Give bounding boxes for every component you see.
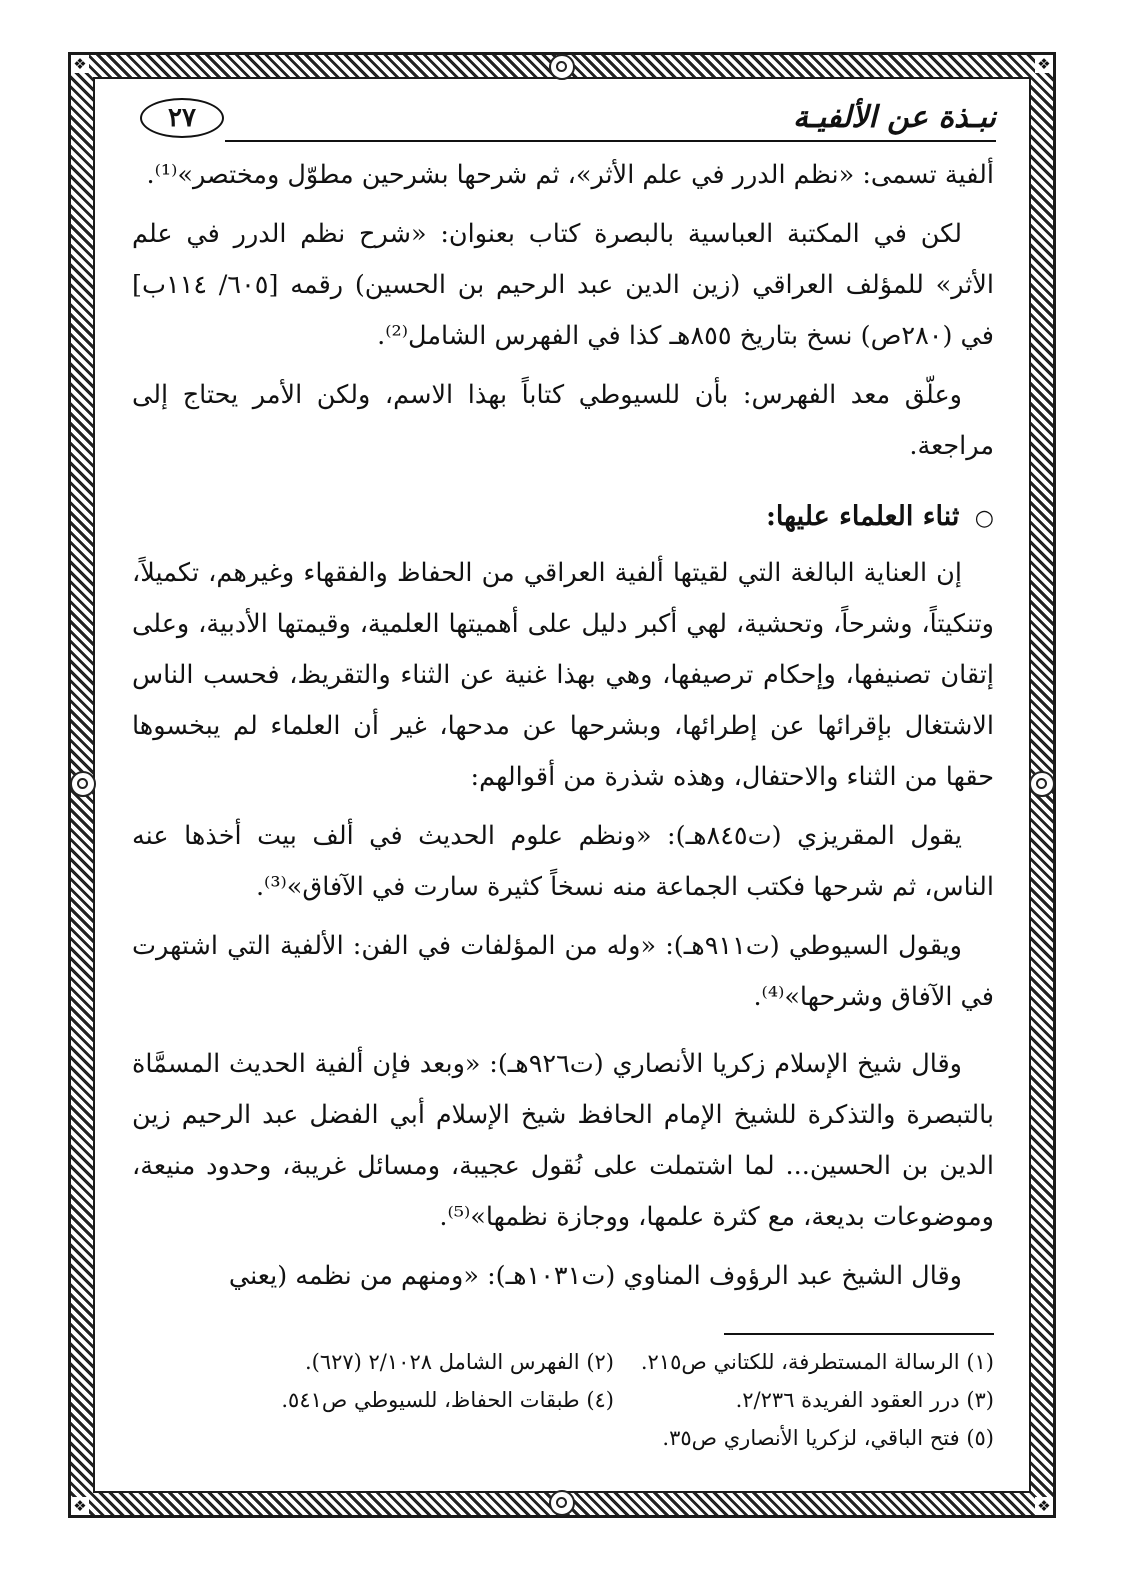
footnote-row — [132, 1381, 994, 1419]
frame-knot-icon — [549, 1490, 575, 1516]
frame-knot-icon — [1029, 771, 1055, 797]
footnotes — [132, 1343, 994, 1457]
running-head: نبـذة عن الألفيـة — [793, 100, 996, 135]
header-rule — [225, 140, 996, 142]
paragraph: وعلّق معد الفهرس: بأن للسيوطي كتاباً بهذا الاسم، ولكن الأمر يحتاج إلى مراجعة. — [132, 380, 994, 461]
footnote-row — [132, 1343, 994, 1381]
bullet-circle-icon: ○ — [974, 506, 994, 531]
main-text — [132, 150, 994, 1302]
footnote: (٥) فتح الباقي، لزكريا الأنصاري ص٣٥. — [662, 1426, 994, 1450]
corner-ornament-icon: ❖ — [71, 55, 89, 73]
paragraph: يقول المقريزي (ت٨٤٥هـ): «ونظم علوم الحديث في ألف بيت أخذها عنه الناس، ثم شرحها فكتب الجماعة منه نسخاً كثيرة سارت في الآفاق»⁽³⁾. — [132, 821, 994, 902]
corner-ornament-icon: ❖ — [1035, 55, 1053, 73]
paragraph: ويقول السيوطي (ت٩١١هـ): «وله من المؤلفات في الفن: الألفية التي اشتهرت في الآفاق وشرحها»⁽⁴⁾. — [132, 931, 994, 1012]
footnote: (٣) درر العقود الفريدة ٢/٢٣٦. — [735, 1388, 994, 1412]
paragraph: ألفية تسمى: «نظم الدرر في علم الأثر»، ثم شرحها بشرحين مطوّل ومختصر»⁽¹⁾. — [146, 160, 994, 190]
frame-knot-icon — [70, 771, 96, 797]
section-heading-text: ثناء العلماء عليها: — [765, 501, 960, 532]
corner-ornament-icon: ❖ — [1035, 1497, 1053, 1515]
paragraph: وقال الشيخ عبد الرؤوف المناوي (ت١٠٣١هـ): «ومنهم من نظمه (يعني — [228, 1261, 962, 1291]
paragraph: وقال شيخ الإسلام زكريا الأنصاري (ت٩٢٦هـ): «وبعد فإن ألفية الحديث المسمَّاة بالتبصرة والتذكرة للشيخ الإمام الحافظ شيخ الإسلام أبي الفضل عبد الرحيم زين الدين بن الحسين... لما اشتملت على نُقول عجيبة، ومسائل غريبة، وحدود منيعة، وموضوعات بديعة، مع كثرة علمها، ووجازة نظمها»⁽⁵⁾. — [132, 1049, 994, 1232]
corner-ornament-icon: ❖ — [71, 1497, 89, 1515]
footnote: (١) الرسالة المستطرفة، للكتاني ص٢١٥. — [640, 1350, 994, 1374]
page-number: ٢٧ — [140, 98, 224, 138]
footnote: (٤) طبقات الحفاظ، للسيوطي ص٥٤١. — [281, 1388, 614, 1412]
paragraph: لكن في المكتبة العباسية بالبصرة كتاب بعنوان: «شرح نظم الدرر في علم الأثر» للمؤلف العراقي (زين الدين عبد الرحيم بن الحسين) رقمه [٦٠٥/ ١١٤ب] في (٢٨٠ص) نسخ بتاريخ ٨٥٥هـ كذا في الفهرس الشامل⁽²⁾. — [132, 219, 994, 351]
footnote-row — [132, 1419, 994, 1457]
section-heading — [132, 492, 994, 544]
frame-knot-icon — [549, 54, 575, 80]
page-header — [130, 96, 996, 152]
footnote: (٢) الفهرس الشامل ٢/١٠٢٨ (٦٢٧). — [304, 1350, 614, 1374]
paragraph: إن العناية البالغة التي لقيتها ألفية العراقي من الحفاظ والفقهاء وغيرهم، تكميلاً، وتنكيتاً، وشرحاً، وتحشية، لهي أكبر دليل على أهميتها العلمية، وقيمتها الأدبية، وعلى إتقان تصنيفها، وإحكام ترصيفها، وهي بهذا غنية عن الثناء والتقريظ، فحسب الناس الاشتغال بإقرائها عن إطرائها، وبشرحها عن مدحها، غير أن العلماء لم يبخسوها حقها من الثناء والاحتفال، وهذه شذرة من أقوالهم: — [132, 558, 994, 792]
